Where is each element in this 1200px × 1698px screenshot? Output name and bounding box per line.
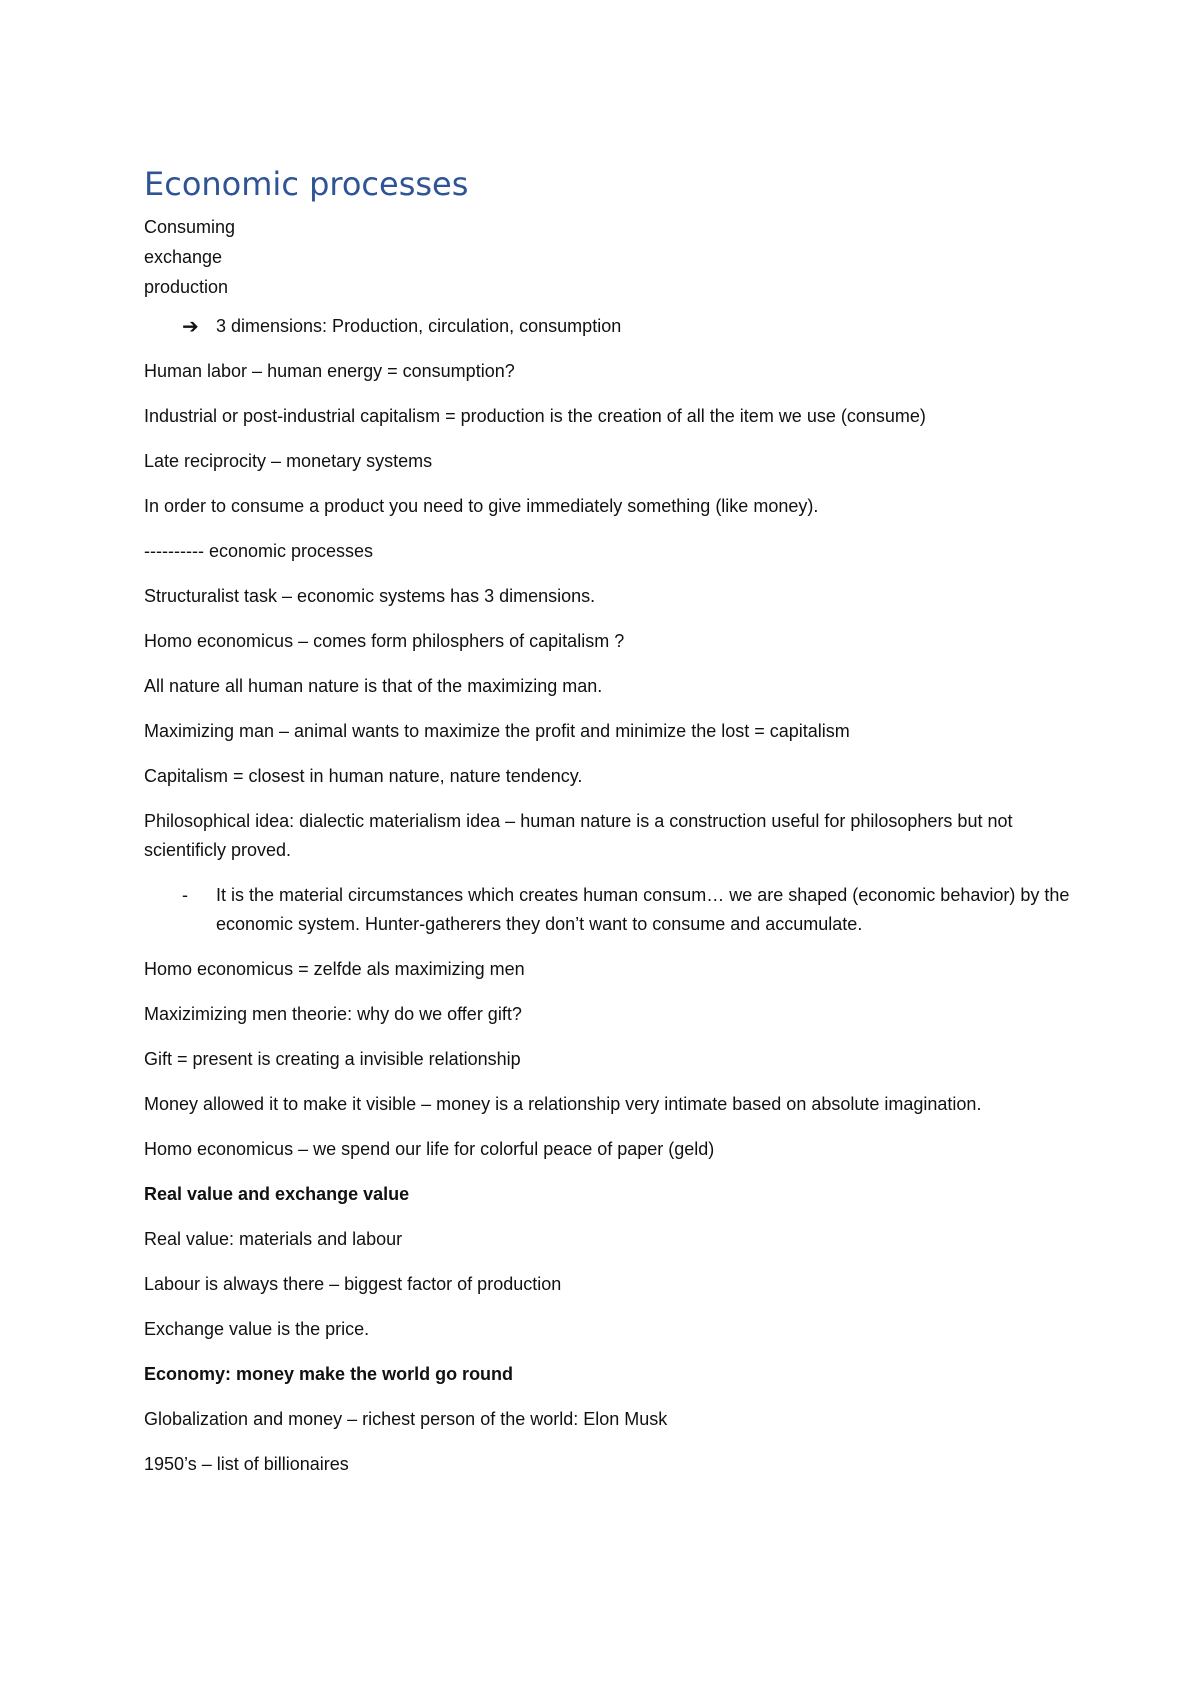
paragraph: Maximizing man – animal wants to maximize the profit and minimize the lost = capitalism xyxy=(144,721,850,741)
paragraph: Maxizimizing men theorie: why do we offer gift? xyxy=(144,1004,522,1024)
paragraph: Human labor – human energy = consumption? xyxy=(144,361,515,381)
paragraph: ---------- economic processes xyxy=(144,541,374,561)
paragraph: In order to consume a product you need to give immediately something (like money). xyxy=(144,496,819,516)
dash-item-text: It is the material circumstances which creates human consum… we are shaped (economic behavior) by the economic system. Hunter-gatherers they don’t want to consume and accumulate. xyxy=(216,885,1070,934)
paragraph: Real value: materials and labour xyxy=(144,1229,403,1249)
arrow-item-text: 3 dimensions: Production, circulation, consumption xyxy=(216,316,622,336)
paragraph: Late reciprocity – monetary systems xyxy=(144,451,433,471)
paragraph: Exchange value is the price. xyxy=(144,1319,370,1339)
paragraph-group-b xyxy=(144,955,1070,1479)
dash-bullet: - xyxy=(182,885,188,905)
paragraph: Gift = present is creating a invisible relationship xyxy=(144,1049,521,1069)
dash-list-item xyxy=(182,881,1070,939)
paragraph: Homo economicus = zelfde als maximizing men xyxy=(144,959,525,979)
paragraph: Globalization and money – richest person of the world: Elon Musk xyxy=(144,1409,668,1429)
paragraph: Labour is always there – biggest factor of production xyxy=(144,1274,562,1294)
document-title: Economic processes xyxy=(144,165,469,203)
paragraph: Money allowed it to make it visible – money is a relationship very intimate based on absolute imagination. xyxy=(144,1094,982,1114)
list-line: Consuming xyxy=(144,217,236,237)
paragraph: Industrial or post-industrial capitalism = production is the creation of all the item we use (consume) xyxy=(144,406,926,426)
paragraph: Philosophical idea: dialectic materialism idea – human nature is a construction useful for philosophers but not scientificly proved. xyxy=(144,811,1013,860)
section-heading: Real value and exchange value xyxy=(144,1184,410,1204)
arrow-list-item xyxy=(182,312,1070,341)
list-line: exchange xyxy=(144,247,223,267)
right-arrow-icon: ➔ xyxy=(182,314,199,338)
section-heading: Economy: money make the world go round xyxy=(144,1364,514,1384)
paragraph: 1950’s – list of billionaires xyxy=(144,1454,349,1474)
paragraph: Capitalism = closest in human nature, nature tendency. xyxy=(144,766,583,786)
paragraph: Homo economicus – we spend our life for colorful peace of paper (geld) xyxy=(144,1139,715,1159)
paragraph: All nature all human nature is that of the maximizing man. xyxy=(144,676,603,696)
list-line: production xyxy=(144,277,229,297)
paragraph: Homo economicus – comes form philosphers of capitalism ? xyxy=(144,631,625,651)
process-list xyxy=(144,212,1070,302)
paragraph-group-a xyxy=(144,357,1070,865)
paragraph: Structuralist task – economic systems has 3 dimensions. xyxy=(144,586,596,606)
